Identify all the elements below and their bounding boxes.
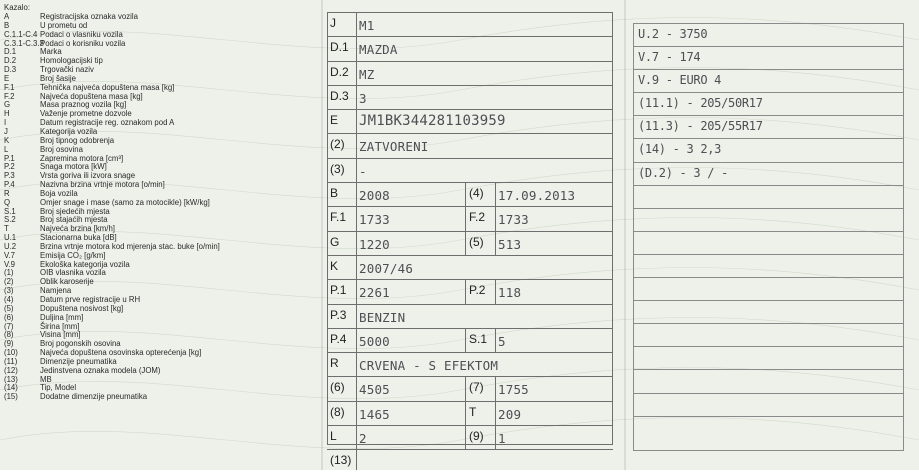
row-K bbox=[327, 256, 613, 280]
legend-code: (9) bbox=[4, 339, 14, 349]
field-value-K: 2007/46 bbox=[359, 260, 414, 276]
field-value-height: 1465 bbox=[359, 406, 390, 422]
field-label: (9) bbox=[466, 426, 496, 449]
legend-code: P.2 bbox=[4, 162, 15, 172]
field-value-S1: 5 bbox=[498, 333, 506, 349]
legend-description: Dimenzije pneumatika bbox=[40, 356, 117, 366]
field-value-drive-axles: 1 bbox=[498, 431, 506, 447]
extra-row bbox=[634, 116, 903, 139]
extra-value: V.9 - EURO 4 bbox=[638, 73, 722, 88]
row-G-5 bbox=[327, 232, 613, 256]
row-6-7 bbox=[327, 377, 613, 401]
row-3 bbox=[327, 159, 613, 183]
legend-description: Visina [mm] bbox=[40, 330, 81, 340]
field-label: S.1 bbox=[466, 329, 496, 352]
field-value-J: M1 bbox=[359, 18, 375, 33]
extra-value: (11.1) - 205/50R17 bbox=[638, 96, 763, 111]
extra-row bbox=[634, 163, 903, 186]
legend-code: (6) bbox=[4, 312, 14, 322]
legend-code: G bbox=[4, 100, 11, 110]
empty-row bbox=[634, 347, 903, 370]
legend-description: Jedinstvena oznaka modela (JOM) bbox=[40, 365, 161, 375]
legend-code: C.1.1-C.4 bbox=[4, 29, 38, 39]
field-label: B bbox=[327, 183, 357, 206]
field-label: (13) bbox=[327, 450, 357, 470]
field-value-purpose: - bbox=[359, 163, 367, 179]
field-label: P.2 bbox=[466, 280, 496, 303]
legend-description: Podaci o korisniku vozila bbox=[40, 38, 126, 48]
field-label: (4) bbox=[466, 183, 496, 206]
legend-description: Broj stajaćih mjesta bbox=[40, 215, 108, 225]
field-value-D1: MAZDA bbox=[359, 42, 398, 58]
legend-description: Datum prve registracije u RH bbox=[40, 295, 141, 304]
field-label: (8) bbox=[327, 402, 357, 425]
row-P4-S1 bbox=[327, 329, 613, 353]
field-label: R bbox=[327, 353, 357, 376]
field-label: P.1 bbox=[327, 280, 357, 303]
legend-code: S.2 bbox=[4, 215, 16, 225]
field-label: D.1 bbox=[327, 37, 357, 60]
legend-code: (15) bbox=[4, 392, 18, 402]
legend-code: U.2 bbox=[4, 241, 17, 251]
row-F1-F2 bbox=[327, 207, 613, 231]
legend-description: Dodatne dimenzije pneumatika bbox=[40, 392, 148, 402]
empty-row bbox=[634, 255, 903, 278]
legend-description: Broj sjedećih mjesta bbox=[40, 206, 110, 216]
row-E bbox=[327, 110, 613, 134]
legend-code: P.3 bbox=[4, 171, 15, 181]
legend-code: (11) bbox=[4, 356, 18, 366]
legend-description: Marka bbox=[40, 47, 62, 57]
field-label: E bbox=[327, 110, 357, 133]
field-value-D3: 3 bbox=[359, 90, 367, 106]
extra-value: (11.3) - 205/55R17 bbox=[638, 119, 763, 134]
legend bbox=[4, 4, 324, 402]
field-value-axles: 2 bbox=[359, 431, 367, 447]
legend-code: (8) bbox=[4, 330, 14, 340]
row-13 bbox=[327, 450, 613, 470]
empty-row bbox=[634, 278, 903, 301]
legend-code: D.1 bbox=[4, 47, 17, 57]
field-value-P4: 5000 bbox=[359, 333, 390, 349]
legend-code: Q bbox=[4, 197, 11, 207]
legend-code: (13) bbox=[4, 374, 18, 384]
field-label: (6) bbox=[327, 377, 357, 400]
empty-row bbox=[634, 324, 903, 347]
field-label: G bbox=[327, 232, 357, 255]
empty-row bbox=[634, 232, 903, 255]
legend-description: Tehnička najveća dopuštena masa [kg] bbox=[40, 82, 175, 92]
legend-description: Broj tipnog odobrenja bbox=[40, 135, 115, 145]
legend-code: (3) bbox=[4, 286, 14, 296]
legend-code: (7) bbox=[4, 321, 14, 331]
legend-description: Broj osovina bbox=[40, 144, 83, 154]
legend-description: Nazivna brzina vrtnje motora [o/min] bbox=[40, 180, 165, 190]
field-label: (2) bbox=[327, 134, 357, 157]
legend-description: Stacionarna buka [dB] bbox=[40, 233, 117, 243]
row-J bbox=[327, 12, 613, 37]
fold-line bbox=[624, 0, 626, 470]
row-L-9 bbox=[327, 426, 613, 450]
legend-item bbox=[4, 393, 324, 402]
legend-code: B bbox=[4, 20, 10, 30]
legend-code: (1) bbox=[4, 268, 14, 278]
row-D1 bbox=[327, 37, 613, 61]
legend-code: P.4 bbox=[4, 180, 15, 190]
legend-description: Vrsta goriva ili izvora snage bbox=[40, 171, 136, 181]
legend-code: K bbox=[4, 135, 10, 145]
field-value-G: 1220 bbox=[359, 236, 390, 252]
field-value-max-speed: 209 bbox=[498, 406, 522, 422]
legend-code: F.1 bbox=[4, 82, 15, 92]
empty-row bbox=[634, 186, 903, 209]
legend-code: (14) bbox=[4, 383, 18, 393]
legend-code: R bbox=[4, 188, 10, 198]
legend-code: D.3 bbox=[4, 65, 17, 75]
field-label: K bbox=[327, 256, 357, 279]
legend-code: (10) bbox=[4, 348, 18, 358]
legend-code: (4) bbox=[4, 295, 14, 304]
legend-description: Duljina [mm] bbox=[40, 312, 84, 322]
legend-code: (12) bbox=[4, 365, 18, 375]
legend-code: I bbox=[4, 118, 7, 128]
field-value-vin: JM1BK344281103959 bbox=[359, 113, 506, 130]
field-value-payload: 513 bbox=[498, 236, 522, 252]
legend-code: C.3.1-C.3.3 bbox=[4, 38, 44, 48]
legend-description: Namjena bbox=[40, 286, 72, 296]
legend-code: J bbox=[4, 126, 8, 136]
field-value-first-registration: 17.09.2013 bbox=[498, 188, 576, 204]
legend-description: Homologacijski tip bbox=[40, 56, 103, 66]
legend-description: Oblik karoserije bbox=[40, 277, 94, 287]
legend-code: A bbox=[4, 12, 10, 21]
extra-value: (14) - 3 2,3 bbox=[638, 142, 722, 157]
legend-description: Snaga motora [kW] bbox=[40, 162, 107, 172]
legend-code: D.2 bbox=[4, 56, 17, 66]
legend-code: E bbox=[4, 73, 10, 83]
field-label: P.4 bbox=[327, 329, 357, 352]
field-label: (3) bbox=[327, 159, 357, 182]
field-label: P.3 bbox=[327, 305, 357, 328]
field-label: (7) bbox=[466, 377, 496, 400]
legend-description: Kategorija vozila bbox=[40, 126, 98, 136]
legend-code: T bbox=[4, 224, 9, 234]
field-value-color: CRVENA - S EFEKTOM bbox=[359, 358, 499, 374]
vehicle-data-table bbox=[327, 12, 613, 470]
legend-description: Boja vozila bbox=[40, 188, 78, 198]
field-value-B: 2008 bbox=[359, 188, 390, 204]
legend-description: Najveća brzina [km/h] bbox=[40, 224, 115, 234]
field-value-D2: MZ bbox=[359, 66, 375, 82]
legend-description: Najveća dopuštena masa [kg] bbox=[40, 91, 143, 101]
row-D3 bbox=[327, 86, 613, 110]
legend-code: H bbox=[4, 109, 10, 119]
row-P3 bbox=[327, 305, 613, 329]
empty-row bbox=[634, 394, 903, 417]
legend-description: Omjer snage i mase (samo za motocikle) [kW/kg] bbox=[40, 197, 210, 207]
field-value-mb bbox=[357, 450, 359, 470]
legend-code: (2) bbox=[4, 277, 14, 287]
legend-code: (5) bbox=[4, 303, 14, 313]
field-value-P3: BENZIN bbox=[359, 309, 406, 325]
row-2 bbox=[327, 134, 613, 158]
legend-title: Kazalo: bbox=[4, 3, 31, 12]
row-8-T bbox=[327, 402, 613, 426]
extra-row bbox=[634, 47, 903, 70]
legend-description: Trgovački naziv bbox=[40, 65, 94, 75]
field-label: (5) bbox=[466, 232, 496, 255]
empty-row bbox=[634, 370, 903, 393]
legend-description: Brzina vrtnje motora kod mjerenja stac. buke [o/min] bbox=[40, 241, 220, 251]
field-label: D.3 bbox=[327, 86, 357, 109]
legend-description: Broj pogonskih osovina bbox=[40, 339, 121, 349]
extra-row bbox=[634, 139, 903, 162]
field-label: F.2 bbox=[466, 207, 496, 230]
extra-value: U.2 - 3750 bbox=[638, 27, 708, 41]
legend-description: Podaci o vlasniku vozila bbox=[40, 29, 123, 39]
field-value-F1: 1733 bbox=[359, 212, 390, 228]
field-label: D.2 bbox=[327, 62, 357, 85]
legend-description: Ekološka kategorija vozila bbox=[40, 259, 130, 269]
empty-row bbox=[634, 417, 903, 440]
legend-description: Zapremina motora [cm³] bbox=[40, 153, 124, 163]
field-value-P2: 118 bbox=[498, 285, 522, 301]
legend-code: U.1 bbox=[4, 233, 17, 243]
legend-description: Masa praznog vozila [kg] bbox=[40, 100, 127, 110]
field-value-P1: 2261 bbox=[359, 285, 390, 301]
additional-data-panel bbox=[633, 23, 904, 451]
field-value-length: 4505 bbox=[359, 382, 390, 398]
extra-value: V.7 - 174 bbox=[638, 50, 701, 65]
empty-row bbox=[634, 209, 903, 232]
legend-code: L bbox=[4, 144, 9, 154]
row-B-4 bbox=[327, 183, 613, 207]
extra-row bbox=[634, 24, 903, 47]
legend-description: Tip, Model bbox=[40, 383, 77, 393]
legend-code: F.2 bbox=[4, 91, 15, 101]
legend-code: V.9 bbox=[4, 259, 15, 269]
extra-row bbox=[634, 70, 903, 93]
empty-row bbox=[634, 301, 903, 324]
legend-description: Dopuštena nosivost [kg] bbox=[40, 303, 124, 313]
legend-description: Širina [mm] bbox=[40, 321, 80, 331]
field-label: T bbox=[466, 402, 496, 425]
field-value-body-type: ZATVORENI bbox=[359, 139, 429, 155]
field-value-F2: 1733 bbox=[498, 212, 529, 228]
legend-description: Najveća dopuštena osovinska opterećenja [kg] bbox=[40, 348, 202, 358]
legend-code: P.1 bbox=[4, 153, 15, 163]
legend-code: V.7 bbox=[4, 250, 15, 260]
legend-item bbox=[4, 367, 324, 376]
extra-value: (D.2) - 3 / - bbox=[638, 165, 729, 180]
row-R bbox=[327, 353, 613, 377]
row-D2 bbox=[327, 62, 613, 86]
row-P1-P2 bbox=[327, 280, 613, 304]
field-label: L bbox=[327, 426, 357, 449]
legend-description: OIB vlasnika vozila bbox=[40, 268, 106, 278]
legend-description: U prometu od bbox=[40, 20, 88, 30]
legend-description: Važenje prometne dozvole bbox=[40, 109, 132, 119]
extra-row bbox=[634, 93, 903, 116]
legend-description: MB bbox=[40, 374, 52, 384]
legend-description: Broj šasije bbox=[40, 73, 76, 83]
legend-description: Datum registracije reg. oznakom pod A bbox=[40, 118, 175, 128]
field-label: F.1 bbox=[327, 207, 357, 230]
legend-description: Emisija CO₂ [g/km] bbox=[40, 250, 106, 260]
field-value-width: 1755 bbox=[498, 382, 529, 398]
legend-code: S.1 bbox=[4, 206, 16, 216]
legend-description: Registracijska oznaka vozila bbox=[40, 12, 138, 21]
field-label: J bbox=[327, 13, 357, 36]
